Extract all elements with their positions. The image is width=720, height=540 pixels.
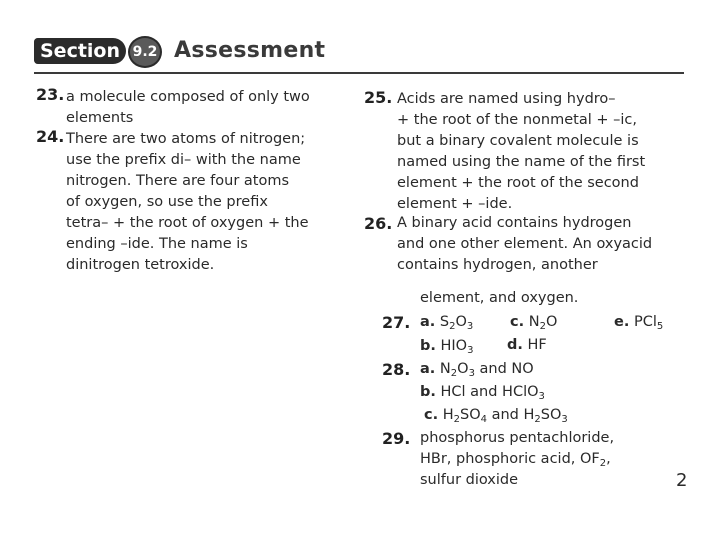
q27-b: b. $HIO_3$ xyxy=(420,338,474,356)
q27-c-letter: c. xyxy=(510,314,525,330)
q28-a-and: and xyxy=(479,361,507,377)
q29-line-text: HBr, phosphoric acid, OF xyxy=(420,451,600,467)
q27-d-letter: d. xyxy=(507,337,523,353)
q28-c-and: and xyxy=(491,407,519,423)
q28-c: c. $H_2SO_4$ and $H_2SO_3$ xyxy=(424,407,568,425)
q27-d xyxy=(507,335,547,356)
q26-answer xyxy=(397,213,652,276)
q27-e-letter: e. xyxy=(614,314,630,330)
q27-a-letter: a. xyxy=(420,314,436,330)
q24-line: nitrogen. There are four atoms xyxy=(66,173,290,189)
q24-line: tetra– + the root of oxygen + the xyxy=(66,215,309,231)
q28-a: a. $N_2O_3$ and NO xyxy=(420,361,534,379)
q29-line: sulfur dioxide xyxy=(420,472,519,488)
q26-line: and one other element. An oxyacid xyxy=(397,236,653,252)
page-number: 2 xyxy=(676,470,688,491)
q24-line: use the prefix di– with the name xyxy=(66,152,301,168)
q25-line: element + the root of the second xyxy=(397,175,639,191)
q27-b-letter: b. xyxy=(420,338,436,354)
q29-number: 29. xyxy=(382,429,411,448)
q28-c-letter: c. xyxy=(424,407,439,423)
q24-number: 24. xyxy=(36,127,65,146)
q25-line: but a binary covalent molecule is xyxy=(397,133,639,149)
q24-answer xyxy=(66,129,309,276)
q24-line: ending –ide. The name is xyxy=(66,236,248,252)
q25-answer xyxy=(397,89,645,215)
q26-number: 26. xyxy=(364,214,393,233)
q29-line: HBr, phosphoric acid, $OF_2$, xyxy=(420,451,611,469)
q25-number: 25. xyxy=(364,88,393,107)
header-divider xyxy=(34,72,684,74)
q27-c: c. $N_2O$ xyxy=(510,314,558,332)
section-label: Section xyxy=(34,38,126,64)
q25-line: + the root of the nonmetal + –ic, xyxy=(397,112,637,128)
q29-answer xyxy=(420,428,614,491)
q24-line: of oxygen, so use the prefix xyxy=(66,194,268,210)
q25-line: Acids are named using hydro– xyxy=(397,91,616,107)
q28-a-letter: a. xyxy=(420,361,436,377)
section-header xyxy=(34,36,684,68)
q26-line: element, and oxygen. xyxy=(420,290,579,306)
q28-b: b. HCl and HClO$_3$ xyxy=(420,384,545,402)
q26-line: contains hydrogen, another xyxy=(397,257,598,273)
q27-number: 27. xyxy=(382,313,411,332)
q26-line: A binary acid contains hydrogen xyxy=(397,215,632,231)
q24-line: dinitrogen tetroxide. xyxy=(66,257,215,273)
q25-line: named using the name of the first xyxy=(397,154,646,170)
q28-b-and: and xyxy=(470,384,498,400)
q23-number: 23. xyxy=(36,85,65,104)
q27-d-formula: HF xyxy=(527,337,547,353)
q28-number: 28. xyxy=(382,360,411,379)
q27-e: e. PCl$_5$ xyxy=(614,314,664,332)
q28-b-formula: HCl xyxy=(440,384,466,400)
q24-line: There are two atoms of nitrogen; xyxy=(66,131,306,147)
q23-line: elements xyxy=(66,110,134,126)
q26-continued xyxy=(420,288,578,309)
assessment-title: Assessment xyxy=(174,38,326,63)
q23-line: a molecule composed of only two xyxy=(66,89,310,105)
q25-line: element + –ide. xyxy=(397,196,513,212)
q28-b-letter: b. xyxy=(420,384,436,400)
q27-a: a. $S_2O_3$ xyxy=(420,314,474,332)
q29-line: phosphorus pentachloride, xyxy=(420,430,615,446)
section-number-badge: 9.2 xyxy=(128,36,162,68)
q23-answer xyxy=(66,87,310,129)
